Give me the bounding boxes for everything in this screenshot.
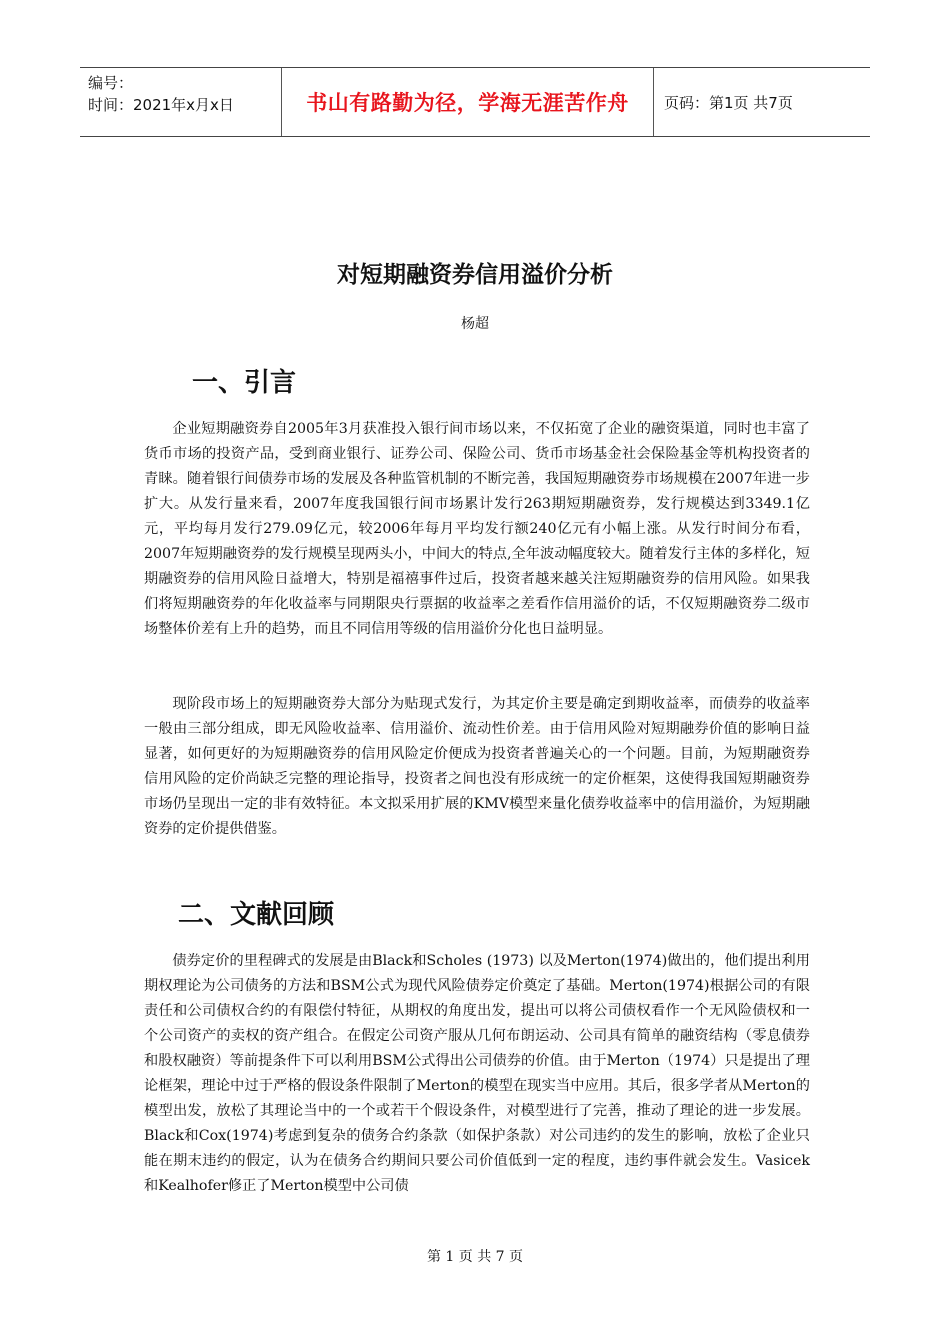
- motto-cell: [282, 68, 654, 136]
- document-author: 杨超: [461, 316, 489, 332]
- paragraph: 现阶段市场上的短期融资券大部分为贴现式发行，为其定价主要是确定到期收益率，而债券的收益率一般由三部分组成，即无风险收益率、信用溢价、流动性价差。由于信用风险对短期融券价值的影响日益显著，如何更好的为短期融资券的信用风险定价便成为投资者普遍关心的一个问题。目前，为短期融资券信用风险的定价尚缺乏完整的理论指导，投资者之间也没有形成统一的定价框架，这使得我国短期融资券市场仍呈现出一定的非有效特征。本文拟采用扩展的KMV模型来量化债券收益率中的信用溢价，为短期融资券的定价提供借鉴。: [144, 696, 810, 837]
- header-table: [80, 67, 870, 137]
- time-label: 时间：2021年x月x日: [88, 96, 234, 114]
- section-heading-literature-review: 二、文献回顾: [178, 900, 335, 930]
- document-title: 对短期融资券信用溢价分析: [337, 262, 613, 288]
- page-info-text: 页码：第1页 共7页: [664, 93, 793, 112]
- page-footer: 第 1 页 共 7 页: [426, 1249, 524, 1265]
- paragraph: 债券定价的里程碑式的发展是由Black和Scholes (1973) 以及Merton(1974)做出的，他们提出利用期权理论为公司债务的方法和BSM公式为现代风险债券定价奠定了基础。Merton(1974)根据公司的有限责任和公司债权合约的有限偿付特征，从期权的角度出发，提出可以将公司债权看作一个无风险债权和一个公司资产的卖权的资产组合。在假定公司资产服从几何布朗运动、公司具有简单的融资结构（零息债券和股权融资）等前提条件下可以利用BSM公式得出公司债券的价值。由于Merton（1974）只是提出了理论框架，理论中过于严格的假设条件限制了Merton的模型在现实当中应用。其后，很多学者从Merton的模型出发，放松了其理论当中的一个或若干个假设条件，对模型进行了完善，推动了理论的进一步发展。Black和Cox(1974)考虑到复杂的债务合约条款（如保护条款）对公司违约的发生的影响，放松了企业只能在期末违约的假定，认为在债务合约期间只要公司价值低到一定的程度，违约事件就会发生。Vasicek 和Kealhofer修正了Merton模型中公司债: [144, 953, 810, 1194]
- number-label: 编号：: [88, 74, 134, 92]
- motto-text: 书山有路勤为径，学海无涯苦作舟: [306, 91, 629, 115]
- paragraph: 企业短期融资券自2005年3月获准投入银行间市场以来，不仅拓宽了企业的融资渠道，同时也丰富了货币市场的投资产品，受到商业银行、证券公司、保险公司、货币市场基金社会保险基金等机构投资者的青睐。随着银行间债券市场的发展及各种监管机制的不断完善，我国短期融资券市场规模在2007年进一步扩大。从发行量来看，2007年度我国银行间市场累计发行263期短期融资券，发行规模达到3349.1亿元，平均每月发行279.09亿元，较2006年每月平均发行额240亿元有小幅上涨。从发行时间分布看，2007年短期融资券的发行规模呈现两头小，中间大的特点,全年波动幅度较大。随着发行主体的多样化，短期融资券的信用风险日益增大，特别是福禧事件过后，投资者越来越关注短期融资券的信用风险。如果我们将短期融资券的年化收益率与同期限央行票据的收益率之差看作信用溢价的话，不仅短期融资券二级市场整体价差有上升的趋势，而且不同信用等级的信用溢价分化也日益明显。: [144, 421, 810, 637]
- header-meta-cell: [80, 68, 282, 136]
- section-heading-introduction: 一、引言: [192, 368, 297, 398]
- page-info-cell: [654, 68, 870, 136]
